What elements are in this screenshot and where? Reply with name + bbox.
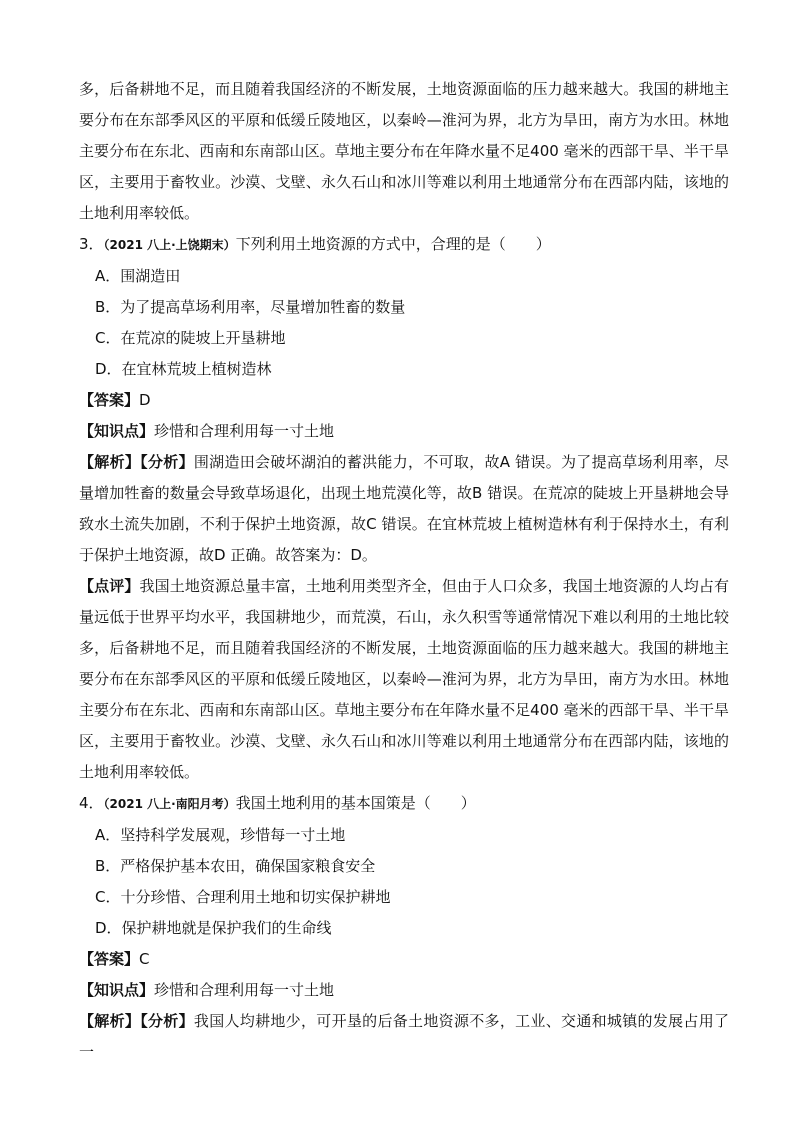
knowledge-line xyxy=(79,416,729,447)
option-c: C．在荒凉的陡坡上开垦耕地 xyxy=(95,329,286,347)
analysis-text: 我国人均耕地少，可开垦的后备土地资源不多，工业、交通和城镇的发展占用了一 xyxy=(79,1012,729,1061)
question-source: （2021 八上·上饶期末） xyxy=(103,238,236,252)
question-number: 3． xyxy=(79,235,104,253)
question-3-stem xyxy=(79,229,729,261)
answer-tag: 【答案】 xyxy=(79,950,140,968)
question-4 xyxy=(79,788,729,1068)
knowledge-line xyxy=(79,975,729,1006)
comment-tag: 【点评】 xyxy=(79,577,140,595)
option-a: A．围湖造田 xyxy=(95,267,181,285)
analysis-paragraph xyxy=(79,447,729,571)
question-source: （2021 八上·南阳月考） xyxy=(103,797,236,811)
question-text: 我国土地利用的基本国策是（ ） xyxy=(235,794,476,812)
analysis-text: 围湖造田会破坏湖泊的蓄洪能力，不可取，故A 错误。为了提高草场利用率，尽量增加牲畜的数量会导致草场退化，出现土地荒漠化等，故B 错误。在荒凉的陡坡上开垦耕地会导致水土流失加剧，不利于保护土地资源，故C 错误。在宜林荒坡上植树造林有利于保持水土，有利于保护土地资源，故D 正确。故答案为：D。 xyxy=(79,453,729,564)
intro-paragraph: 多，后备耕地不足，而且随着我国经济的不断发展，土地资源面临的压力越来越大。我国的耕地主要分布在东部季风区的平原和低缓丘陵地区，以秦岭—淮河为界，北方为旱田，南方为水田。林地主要分布在东北、西南和东南部山区。草地主要分布在年降水量不足400 毫米的西部干旱、半干旱区，主要用于畜牧业。沙漠、戈壁、永久石山和冰川等难以利用土地通常分布在西部内陆，该地的土地利用率较低。 xyxy=(79,80,729,222)
question-3 xyxy=(79,229,729,788)
document-page xyxy=(79,74,729,1068)
question-number: 4． xyxy=(79,794,104,812)
answer-value: D xyxy=(139,391,151,409)
answer-line xyxy=(79,944,729,975)
option-c: C．十分珍惜、合理利用土地和切实保护耕地 xyxy=(95,888,391,906)
comment-paragraph xyxy=(79,571,729,788)
analysis-tag: 【解析】【分析】 xyxy=(79,1012,194,1030)
answer-line xyxy=(79,385,729,416)
option-d: D．在宜林荒坡上植树造林 xyxy=(95,360,272,378)
analysis-paragraph xyxy=(79,1006,729,1068)
knowledge-tag: 【知识点】 xyxy=(79,422,155,440)
option-a: A．坚持科学发展观，珍惜每一寸土地 xyxy=(95,826,346,844)
option-d: D．保护耕地就是保护我们的生命线 xyxy=(95,919,332,937)
knowledge-value: 珍惜和合理利用每一寸土地 xyxy=(154,981,335,999)
question-4-stem xyxy=(79,788,729,820)
comment-text: 我国土地资源总量丰富，土地利用类型齐全，但由于人口众多，我国土地资源的人均占有量远低于世界平均水平，我国耕地少，而荒漠，石山，永久积雪等通常情况下难以利用的土地比较多，后备耕地不足，而且随着我国经济的不断发展，土地资源面临的压力越来越大。我国的耕地主要分布在东部季风区的平原和低缓丘陵地区，以秦岭—淮河为界，北方为旱田，南方为水田。林地主要分布在东北、西南和东南部山区。草地主要分布在年降水量不足400 毫米的西部干旱、半干旱区，主要用于畜牧业。沙漠、戈壁、永久石山和冰川等难以利用土地通常分布在西部内陆，该地的土地利用率较低。 xyxy=(79,577,729,781)
option-b: B．严格保护基本农田，确保国家粮食安全 xyxy=(95,857,376,875)
knowledge-value: 珍惜和合理利用每一寸土地 xyxy=(154,422,335,440)
option-b: B．为了提高草场利用率，尽量增加牲畜的数量 xyxy=(95,298,406,316)
answer-value: C xyxy=(139,950,150,968)
question-text: 下列利用土地资源的方式中，合理的是（ ） xyxy=(235,235,551,253)
answer-tag: 【答案】 xyxy=(79,391,140,409)
analysis-tag: 【解析】【分析】 xyxy=(79,453,194,471)
knowledge-tag: 【知识点】 xyxy=(79,981,155,999)
